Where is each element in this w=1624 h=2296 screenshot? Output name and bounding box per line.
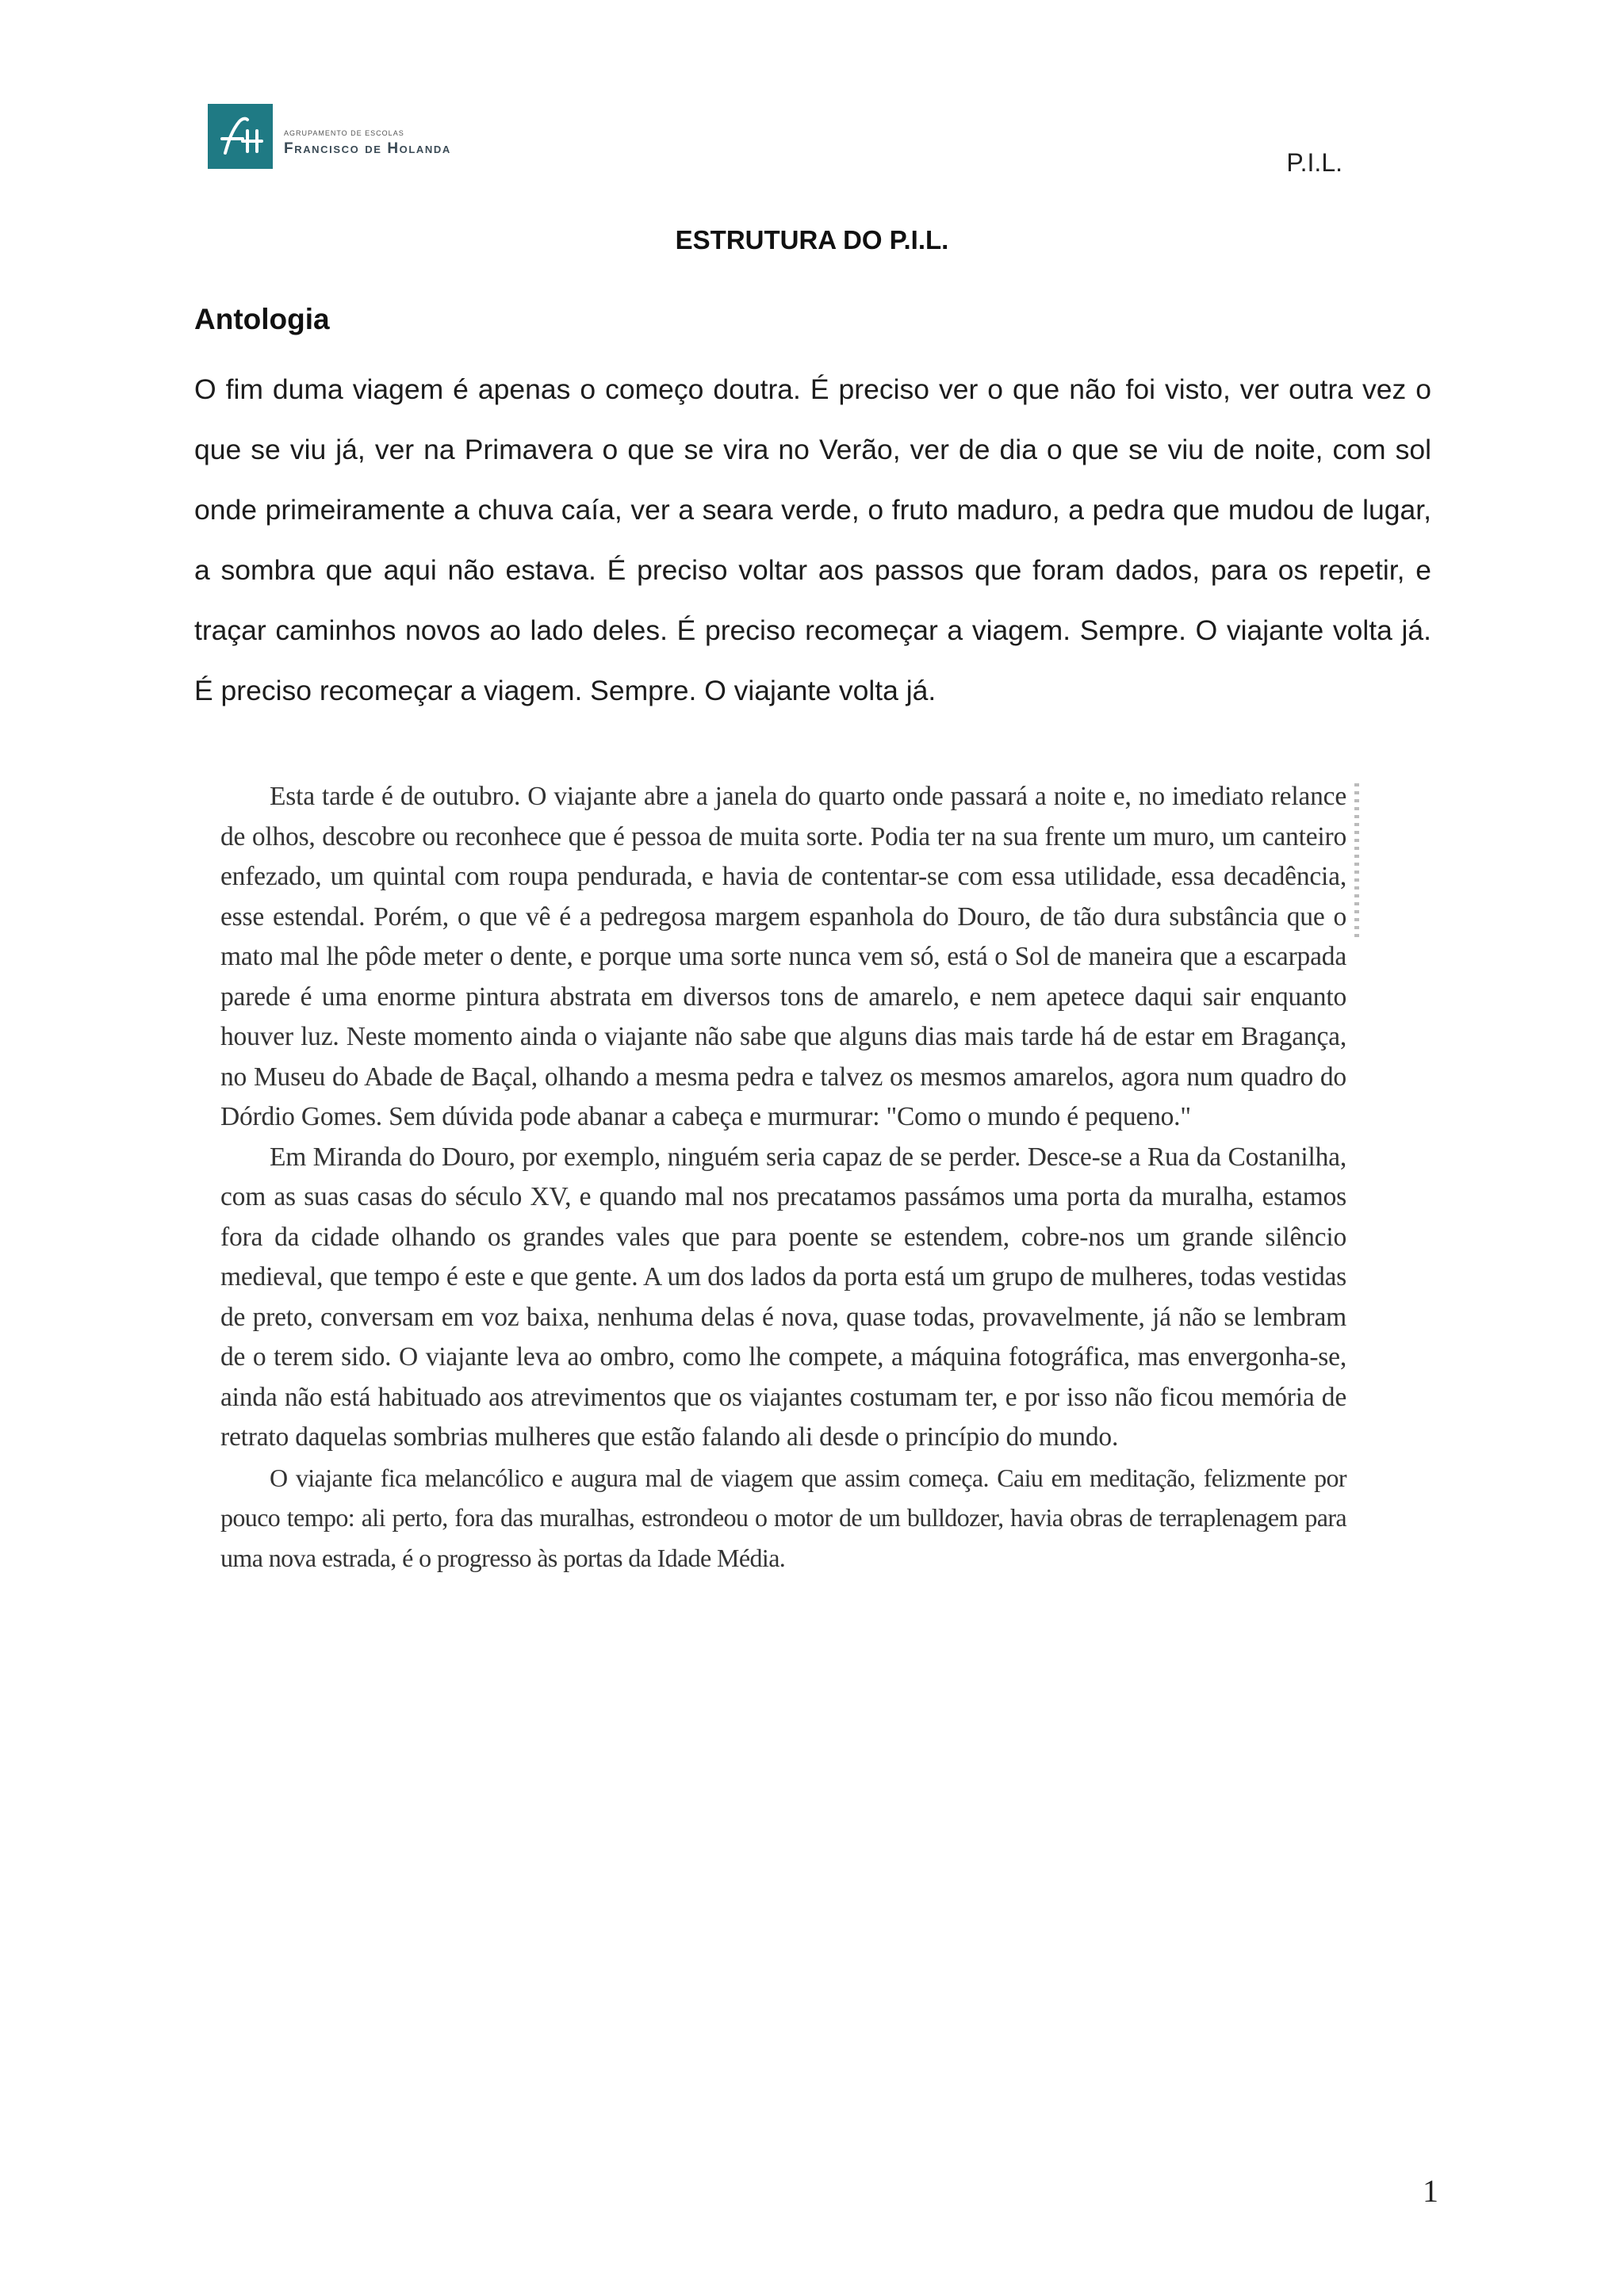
- intro-paragraph: O fim duma viagem é apenas o começo doutra. É preciso ver o que não foi visto, ver outra vez o que se viu já, ver na Primavera o que se vira no Verão, ver de dia o que se viu de noite, com sol onde primeiramente a chuva caía, ver a seara verde, o fruto maduro, a pedra que mudou de lugar, a sombra que aqui não estava. É preciso voltar aos passos que foram dados, para os repetir, e traçar caminhos novos ao lado deles. É preciso recomeçar a viagem. Sempre. O viajante volta já. É preciso recomeçar a viagem. Sempre. O viajante volta já.: [194, 373, 1431, 706]
- document-title: ESTRUTURA DO P.I.L.: [675, 225, 949, 254]
- excerpt-paragraph: Esta tarde é de outubro. O viajante abre a janela do quarto onde passará a noite e, no imediato relance de olhos, descobre ou reconhece que é pessoa de muita sorte. Podia ter na sua frente um muro, um canteiro enfezado, um quintal com roupa pendurada, e havia de contentar-se com essa utilidade, essa decadência, esse estendal. Porém, o que vê é a pedregosa margem espanhola do Douro, de tão dura substância que o mato mal lhe pôde meter o dente, e porque uma sorte nunca vem só, está o Sol de maneira que a escarpada parede é uma enorme pintura abstrata em diversos tons de amarelo, e nem apetece daqui sair enquanto houver luz. Neste momento ainda o viajante não sabe que alguns dias mais tarde há de estar em Bragança, no Museu do Abade de Baçal, olhando a mesma pedra e talvez os mesmos amarelos, agora num quadro do Dórdio Gomes. Sem dúvida pode abanar a cabeça e murmurar: "Como o mundo é pequeno.": [220, 782, 1346, 1131]
- section-heading: Antologia: [194, 303, 330, 335]
- logo-subtitle: AGRUPAMENTO DE ESCOLAS: [284, 128, 404, 137]
- excerpt-paragraph: O viajante fica melancólico e augura mal de viagem que assim começa. Caiu em meditação, felizmente por pouco tempo: ali perto, fora das muralhas, estrondeou o motor de um bulldozer, havia obras de terraplenagem para uma nova estrada, é o progresso às portas da Idade Média.: [220, 1463, 1346, 1572]
- scan-margin-mark: [1354, 783, 1359, 942]
- excerpt-paragraph: Em Miranda do Douro, por exemplo, ninguém seria capaz de se perder. Desce-se a Rua da Costanilha, com as suas casas do século XV, e quando mal nos precatamos passámos uma porta da muralha, estamos fora da cidade olhando os grandes vales que para poente se estendem, cobre-nos um grande silêncio medieval, que tempo é este e que gente. A um dos lados da porta está um grupo de mulheres, todas vestidas de preto, conversam em voz baixa, nenhuma delas é nova, quase todas, provavelmente, já não se lembram de o terem sido. O viajante leva ao ombro, como lhe compete, a máquina fotográfica, mas envergonha-se, ainda não está habituado aos atrevimentos que os viajantes costumam ter, e por isso não ficou memória de retrato daquelas sombrias mulheres que estão falando ali desde o princípio do mundo.: [220, 1142, 1346, 1452]
- scanned-excerpt: [220, 777, 1346, 1578]
- school-logo-icon: [208, 104, 273, 169]
- header-label: P.I.L.: [1286, 148, 1342, 177]
- page-number: 1: [1423, 2173, 1438, 2209]
- logo-school-name: Francisco de Holanda: [284, 140, 451, 157]
- school-logo: [208, 104, 451, 169]
